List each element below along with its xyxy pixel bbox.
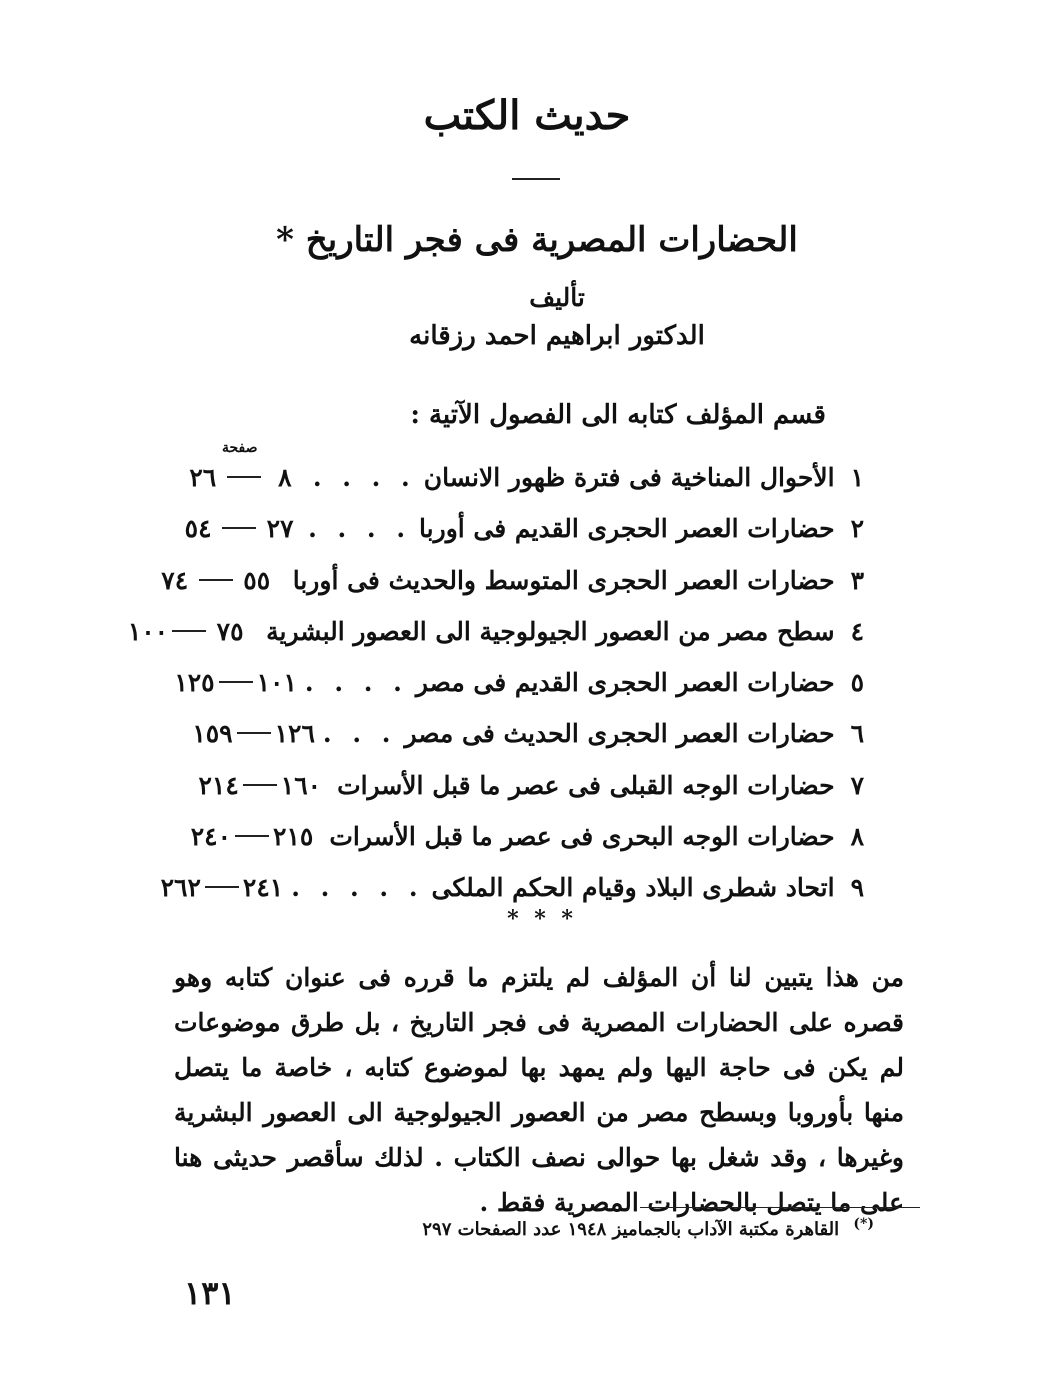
- toc-item-number: ٢: [850, 514, 864, 544]
- page-column-label: صفحة: [222, 440, 258, 456]
- section-title: حديث الكتب: [423, 92, 631, 139]
- toc-item: [174, 760, 864, 811]
- toc-page-to: ٥٤: [184, 514, 212, 544]
- toc-page-from: ٢٧: [266, 514, 294, 544]
- toc-page-to: ٢٤٠: [190, 822, 232, 852]
- toc-page-to: ٧٤: [161, 565, 189, 595]
- toc-item-title: الأحوال المناخية فى فترة ظهور الانسان: [423, 463, 835, 492]
- toc-page-from: ٨: [278, 463, 292, 492]
- toc-page-from: ٧٥: [216, 616, 244, 646]
- footnote-rule: [640, 1207, 920, 1208]
- range-dash: [222, 527, 256, 529]
- section-separator: * * *: [507, 906, 577, 932]
- toc-page-range: [155, 452, 305, 503]
- book-title: الحضارات المصرية فى فجر التاريخ *: [276, 220, 798, 260]
- range-dash: [199, 579, 233, 581]
- by-label: تأليف: [529, 283, 585, 312]
- range-dash: [227, 476, 261, 478]
- toc-leader-dots: . . . .: [304, 668, 408, 698]
- toc-item: [174, 811, 864, 862]
- range-dash: [243, 784, 277, 786]
- toc-page-range: [171, 760, 321, 811]
- toc-page-from: ١٢٦: [274, 719, 315, 749]
- toc-page-from: ٢٤١: [242, 873, 284, 903]
- toc-item-number: ١: [850, 463, 864, 492]
- toc-item-number: ٦: [850, 719, 864, 749]
- toc-item: [161, 555, 864, 606]
- range-dash: [219, 681, 253, 683]
- toc-page-from: ١٠١: [256, 668, 297, 698]
- range-dash: [205, 886, 239, 888]
- toc-item-title: سطح مصر من العصور الجيولوجية الى العصور البشرية: [266, 616, 835, 646]
- toc-item-title: حضارات العصر الحجرى المتوسط والحديث فى أوربا: [292, 565, 835, 595]
- toc-page-range: [165, 708, 315, 759]
- range-dash: [237, 732, 271, 734]
- range-dash: [172, 630, 206, 632]
- toc-item-number: ٤: [850, 616, 864, 646]
- toc-page-to: ٢٦٢: [160, 873, 201, 903]
- footnote-marker: (*): [853, 1216, 874, 1232]
- toc-item: [127, 606, 864, 657]
- table-of-contents: [127, 452, 864, 914]
- title-rule: [512, 178, 560, 180]
- toc-item-title: اتحاد شطرى البلاد وقيام الحكم الملكى: [431, 873, 835, 903]
- toc-page-range: [163, 811, 313, 862]
- toc-page-to: ١٥٩: [192, 719, 233, 749]
- toc-item: [174, 708, 864, 759]
- toc-leader-dots: . . . .: [308, 514, 412, 544]
- toc-page-range: [100, 606, 250, 657]
- toc-leader-dots: . . .: [322, 719, 397, 749]
- toc-item-number: ٧: [850, 770, 864, 800]
- toc-item-number: ٩: [850, 873, 864, 903]
- toc-item: [174, 503, 864, 554]
- toc-page-from: ٥٥: [243, 565, 271, 595]
- toc-item-title: حضارات الوجه القبلى فى عصر ما قبل الأسرات: [337, 770, 835, 800]
- toc-item-title: حضارات العصر الحجرى القديم فى أوربا: [419, 514, 835, 544]
- toc-leader-dots: . . . .: [312, 463, 416, 492]
- toc-page-to: ٢١٤: [198, 770, 239, 800]
- toc-page-to: ٢٦: [189, 463, 217, 492]
- toc-page-range: [127, 555, 277, 606]
- toc-intro: قسم المؤلف كتابه الى الفصول الآتية :: [410, 400, 826, 430]
- toc-item-number: ٣: [850, 565, 864, 595]
- page-number: ١٣١: [184, 1274, 236, 1312]
- toc-page-range: [147, 657, 297, 708]
- body-paragraph: من هذا يتبين لنا أن المؤلف لم يلتزم ما قرره فى عنوان كتابه وهو قصره على الحضارات المصرية فى فجر التاريخ ، بل طرق موضوعات لم يكن فى حاجة اليها ولم يمهد بها لموضوع كتابه ، خاصة ما يتصل منها بأوروبا وبسطح مصر من العصور الجيولوجية الى العصور البشرية وغيرها ، وقد شغل بها حوالى نصف الكتاب . لذلك سأقصر حديثى هنا على ما يتصل بالحضارات المصرية فقط .: [174, 963, 904, 1217]
- footnote: [422, 1216, 874, 1240]
- toc-item-title: حضارات العصر الحجرى الحديث فى مصر: [404, 719, 835, 749]
- toc-page-to: ١٠٠: [127, 616, 169, 646]
- toc-item-number: ٥: [850, 668, 864, 698]
- range-dash: [235, 835, 269, 837]
- toc-item: [174, 452, 864, 503]
- toc-item: [174, 657, 864, 708]
- footnote-text: القاهرة مكتبة الآداب بالجماميز ١٩٤٨ عدد الصفحات ٢٩٧: [422, 1219, 840, 1240]
- toc-page-from: ١٦٠: [280, 770, 322, 800]
- toc-page-to: ١٢٥: [174, 668, 215, 698]
- toc-page-range: [150, 503, 300, 554]
- toc-leader-dots: . . . . .: [291, 873, 424, 903]
- toc-item-title: حضارات الوجه البحرى فى عصر ما قبل الأسرات: [329, 822, 835, 852]
- toc-page-from: ٢١٥: [273, 822, 314, 852]
- author-name: الدكتور ابراهيم احمد رزقانه: [409, 321, 705, 351]
- toc-item-title: حضارات العصر الحجرى القديم فى مصر: [415, 668, 835, 698]
- toc-item-number: ٨: [850, 822, 864, 852]
